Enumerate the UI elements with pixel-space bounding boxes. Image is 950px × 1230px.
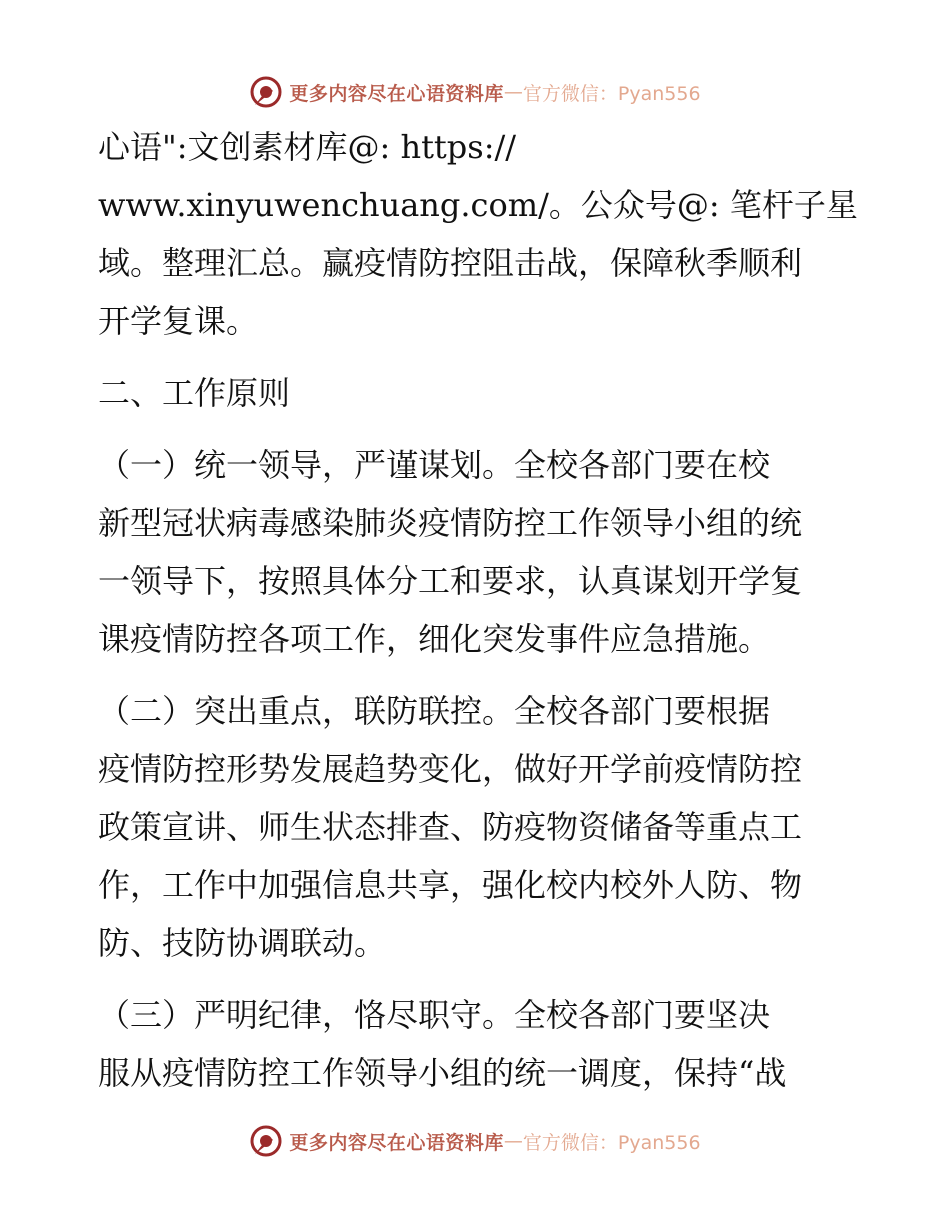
text-line: 新型冠状病毒感染肺炎疫情防控工作领导小组的统: [98, 504, 803, 542]
quill-logo-icon: [249, 1124, 283, 1158]
watermark-main-text: 更多内容尽在心语资料库: [289, 1131, 504, 1154]
text-line: 开学复课。: [98, 302, 259, 340]
paragraph: [98, 682, 858, 972]
text-line: （一）统一领导，严谨谋划。全校各部门要在校: [98, 446, 771, 484]
footer-watermark: [0, 1119, 950, 1163]
quill-logo-icon: [249, 75, 283, 109]
text-line: 域。整理汇总。赢疫情防控阻击战，保障秋季顺利: [98, 244, 803, 282]
text-line: 二、工作原则: [98, 374, 291, 412]
document-body: [98, 118, 858, 1102]
text-line: （二）突出重点，联防联控。全校各部门要根据: [98, 692, 771, 730]
watermark-dash: —: [503, 81, 523, 103]
paragraph-gap: [98, 422, 858, 436]
text-line: 服从疫情防控工作领导小组的统一调度，保持“战: [98, 1054, 787, 1092]
paragraph-gap: [98, 668, 858, 682]
paragraph-gap: [98, 350, 858, 364]
paragraph: [98, 118, 858, 350]
text-line: 一领导下，按照具体分工和要求，认真谋划开学复: [98, 562, 803, 600]
text-line: 课疫情防控各项工作，细化突发事件应急措施。: [98, 620, 771, 658]
text-line: www.xinyuwenchuang.com/。公众号@: 笔杆子星: [98, 186, 858, 224]
section-heading: [98, 364, 858, 422]
text-line: 作，工作中加强信息共享，强化校内校外人防、物: [98, 866, 803, 904]
text-line: 政策宣讲、师生状态排查、防疫物资储备等重点工: [98, 808, 803, 846]
text-line: （三）严明纪律，恪尽职守。全校各部门要坚决: [98, 996, 771, 1034]
watermark-main-text: 更多内容尽在心语资料库: [289, 82, 504, 105]
watermark-sub-text: 官方微信：Pyan556: [522, 82, 701, 105]
paragraph: [98, 436, 858, 668]
watermark-sub-text: 官方微信：Pyan556: [522, 1131, 701, 1154]
text-line: 心语":文创素材库@: https://: [98, 128, 517, 166]
watermark-dash: —: [503, 1130, 523, 1152]
text-line: 防、技防协调联动。: [98, 924, 387, 962]
text-line: 疫情防控形势发展趋势变化，做好开学前疫情防控: [98, 750, 803, 788]
header-watermark: [0, 70, 950, 114]
paragraph: [98, 986, 858, 1102]
paragraph-gap: [98, 972, 858, 986]
